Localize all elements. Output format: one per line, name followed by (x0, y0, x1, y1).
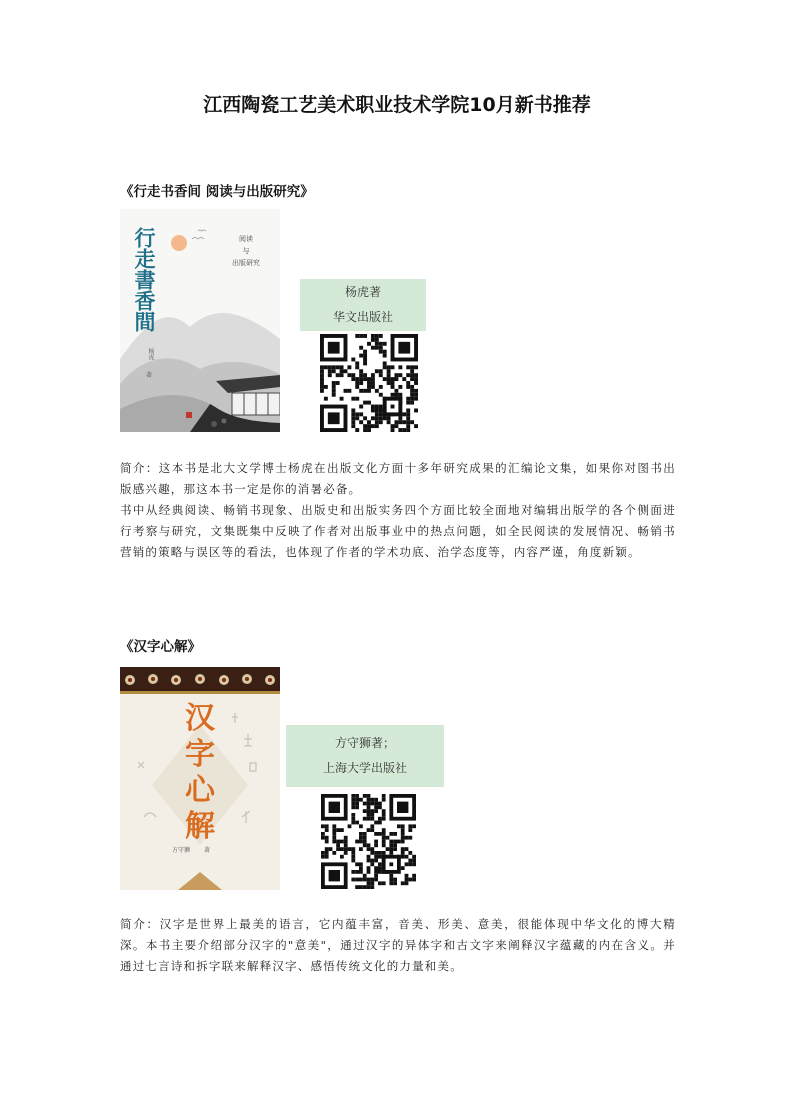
cover-author-suffix: 著 (146, 372, 153, 379)
book-info-box (286, 725, 444, 787)
page-title: 江西陶瓷工艺美术职业技术学院10月新书推荐 (203, 94, 591, 116)
cover-author: 杨虎 (147, 348, 154, 360)
cover-author-suffix: 著 (204, 847, 211, 854)
description-paragraph: 书中从经典阅读、畅销书现象、出版史和出版实务四个方面比较全面地对编辑出版学的各个侧面进行考察与研究，文集既集中反映了作者对出版事业中的热点问题，如全民阅读的发展情况、畅销书营销的策略与误区等的看法，也体现了作者的学术功底、治学态度等，内容严谨，角度新颖。 (120, 503, 676, 559)
sun-shape (171, 235, 187, 251)
book-cover-image (120, 667, 280, 890)
book-title: 《汉字心解》 (120, 639, 201, 655)
book-publisher: 上海大学出版社 (322, 761, 407, 775)
book-info-box (300, 279, 426, 331)
qr-code-icon[interactable] (320, 334, 418, 432)
description-paragraph: 简介：汉字是世界上最美的语言，它内蕴丰富，音美、形美、意美，很能体现中华文化的博大精深。本书主要介绍部分汉字的"意美"，通过汉字的异体字和古文字来阐释汉字蕴藏的内在含义。并通过七言诗和拆字联来解释汉字、感悟传统文化的力量和美。 (120, 917, 676, 973)
publisher-seal-icon (186, 412, 192, 418)
cover-author: 方守狮 (172, 847, 191, 854)
book-publisher: 华文出版社 (332, 310, 393, 324)
book-description (120, 914, 676, 977)
book-description (120, 458, 676, 563)
book-author: 杨虎著 (344, 285, 381, 299)
book-title: 《行走书香间 阅读与出版研究》 (120, 184, 314, 200)
book-author: 方守狮著； (334, 736, 395, 750)
qr-code-icon[interactable] (321, 794, 416, 889)
cover-subtitle: 阅读 与 出版研究 (232, 235, 260, 267)
description-paragraph: 简介：这本书是北大文学博士杨虎在出版文化方面十多年研究成果的汇编论文集，如果你对图书出版感兴趣，那这本书一定是你的消暑必备。 (120, 461, 676, 496)
book-cover-image (120, 209, 280, 432)
cover-calligraphy-title: 行走書香間 (132, 227, 157, 332)
cover-characters: 汉 字 心 解 (185, 701, 215, 844)
